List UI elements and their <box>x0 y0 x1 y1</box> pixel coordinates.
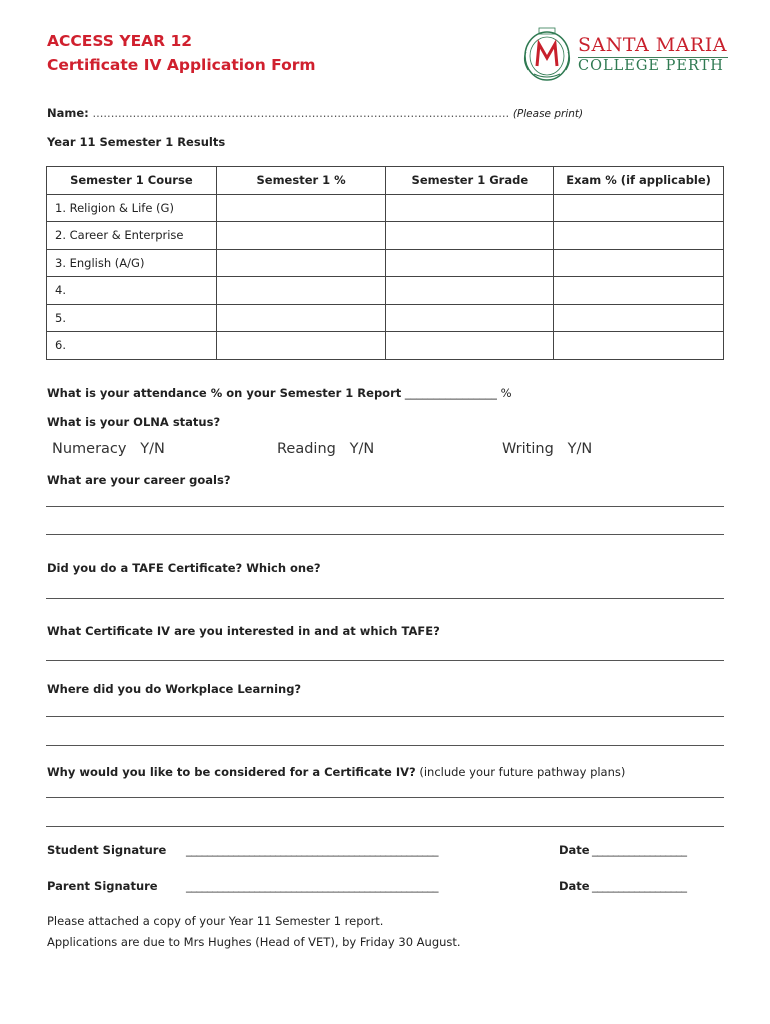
grade-cell[interactable] <box>386 249 554 277</box>
grade-cell[interactable] <box>386 222 554 250</box>
column-header: Semester 1 % <box>216 167 386 195</box>
parent-signature-label: Parent Signature <box>47 879 158 893</box>
form-title-line1: ACCESS YEAR 12 <box>47 32 193 50</box>
answer-line[interactable] <box>46 534 724 535</box>
results-table <box>46 166 724 360</box>
career-goals-question: What are your career goals? <box>47 473 231 487</box>
name-dotted-line[interactable]: .................................................................................................................. <box>92 106 510 120</box>
percent-cell[interactable] <box>216 277 386 305</box>
answer-line[interactable] <box>46 826 724 827</box>
table-row <box>47 304 724 332</box>
name-field[interactable] <box>47 106 583 120</box>
why-question-note: (include your future pathway plans) <box>415 765 626 779</box>
grade-cell[interactable] <box>386 304 554 332</box>
footer-note-report: Please attached a copy of your Year 11 Semester 1 report. <box>47 914 384 928</box>
course-cell[interactable]: 4. <box>47 277 217 305</box>
attendance-unit: % <box>500 386 512 400</box>
student-signature-line[interactable]: ________________________________________________ <box>186 843 438 857</box>
answer-line[interactable] <box>46 660 724 661</box>
parent-date-line[interactable]: __________________ <box>592 879 687 893</box>
attendance-label: What is your attendance % on your Semester 1 Report <box>47 386 402 400</box>
course-cell: 1. Religion & Life (G) <box>47 194 217 222</box>
table-row <box>47 222 724 250</box>
workplace-question: Where did you do Workplace Learning? <box>47 682 302 696</box>
percent-cell[interactable] <box>216 194 386 222</box>
logo-college-location: COLLEGE PERTH <box>578 58 724 74</box>
olna-question: What is your OLNA status? <box>47 415 221 429</box>
college-logo <box>520 24 730 84</box>
footer-note-due: Applications are due to Mrs Hughes (Head of VET), by Friday 30 August. <box>47 935 461 949</box>
percent-cell[interactable] <box>216 249 386 277</box>
crest-icon <box>520 24 574 84</box>
column-header: Semester 1 Grade <box>386 167 554 195</box>
table-header-row <box>47 167 724 195</box>
table-row <box>47 332 724 360</box>
parent-date-label: Date <box>559 879 590 893</box>
student-date-label: Date <box>559 843 590 857</box>
table-row <box>47 277 724 305</box>
logo-college-name: SANTA MARIA <box>578 34 727 56</box>
answer-line[interactable] <box>46 506 724 507</box>
table-row <box>47 194 724 222</box>
answer-line[interactable] <box>46 716 724 717</box>
olna-writing[interactable]: Writing Y/N <box>502 441 593 457</box>
student-signature-label: Student Signature <box>47 843 167 857</box>
course-cell[interactable]: 5. <box>47 304 217 332</box>
student-date-line[interactable]: __________________ <box>592 843 687 857</box>
course-cell: 3. English (A/G) <box>47 249 217 277</box>
exam-cell[interactable] <box>554 194 724 222</box>
exam-cell[interactable] <box>554 277 724 305</box>
exam-cell[interactable] <box>554 332 724 360</box>
parent-signature-line[interactable]: ________________________________________________ <box>186 879 438 893</box>
grade-cell[interactable] <box>386 277 554 305</box>
form-title-line2: Certificate IV Application Form <box>47 56 316 74</box>
why-question-label: Why would you like to be considered for a Certificate IV? <box>47 765 416 779</box>
cert-iv-question: What Certificate IV are you interested in and at which TAFE? <box>47 624 440 638</box>
name-label: Name: <box>47 106 89 120</box>
why-question <box>47 765 625 779</box>
results-heading: Year 11 Semester 1 Results <box>47 135 226 149</box>
answer-line[interactable] <box>46 598 724 599</box>
table-row <box>47 249 724 277</box>
olna-reading[interactable]: Reading Y/N <box>277 441 375 457</box>
course-cell: 2. Career & Enterprise <box>47 222 217 250</box>
olna-numeracy[interactable]: Numeracy Y/N <box>52 441 165 457</box>
course-cell[interactable]: 6. <box>47 332 217 360</box>
exam-cell[interactable] <box>554 304 724 332</box>
exam-cell[interactable] <box>554 249 724 277</box>
answer-line[interactable] <box>46 745 724 746</box>
tafe-cert-question: Did you do a TAFE Certificate? Which one? <box>47 561 321 575</box>
percent-cell[interactable] <box>216 304 386 332</box>
attendance-question <box>47 386 512 400</box>
grade-cell[interactable] <box>386 194 554 222</box>
column-header: Semester 1 Course <box>47 167 217 195</box>
answer-line[interactable] <box>46 797 724 798</box>
attendance-blank[interactable]: ________________ <box>404 386 497 400</box>
column-header: Exam % (if applicable) <box>554 167 724 195</box>
exam-cell[interactable] <box>554 222 724 250</box>
percent-cell[interactable] <box>216 222 386 250</box>
name-hint: (Please print) <box>512 108 584 120</box>
percent-cell[interactable] <box>216 332 386 360</box>
grade-cell[interactable] <box>386 332 554 360</box>
